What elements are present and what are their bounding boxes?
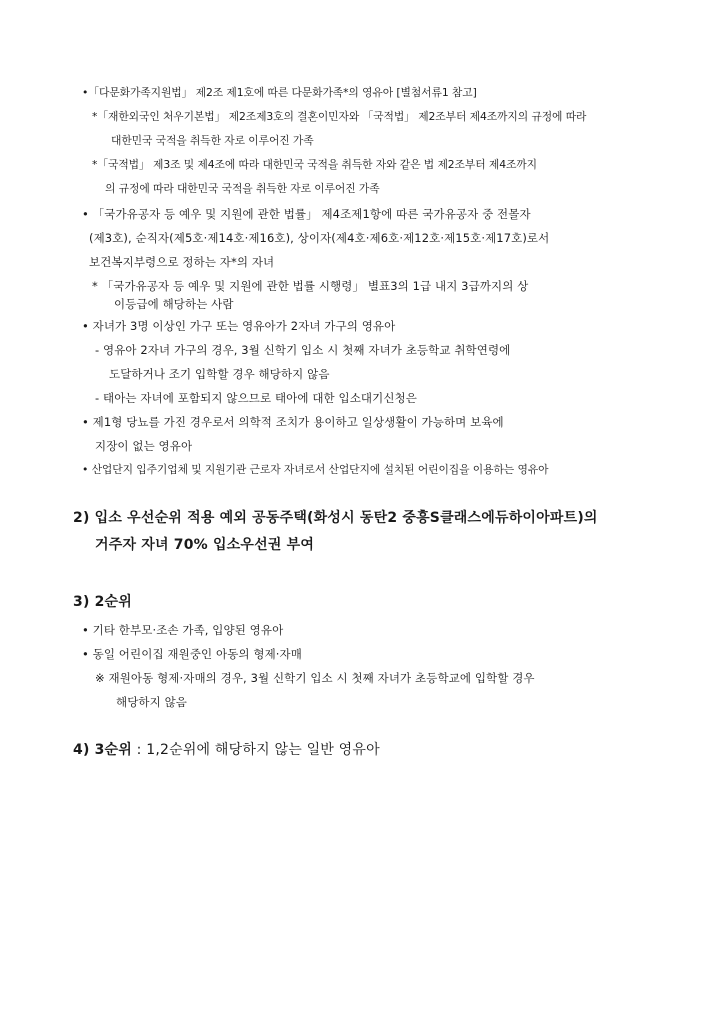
note-sibling-cont: 해당하지 않음 — [116, 695, 188, 709]
list-item-single-parent: • 기타 한부모·조손 가족, 입양된 영유아 — [82, 623, 284, 637]
list-item-multicultural: •「다문화가족지원법」 제2조 제1호에 따른 다문화가족*의 영유아 [별첨서류1 참고] — [82, 86, 477, 99]
section-4-heading — [73, 740, 380, 760]
section-2-heading: 2) 입소 우선순위 적용 예외 공동주택(화성시 동탄2 중흥S클래스에듀하이아파트)의 — [73, 510, 598, 526]
section-3-heading: 3) 2순위 — [73, 594, 133, 610]
note-nationality-cont: 의 규정에 따라 대한민국 국적을 취득한 자로 이루어진 가족 — [105, 182, 380, 195]
list-item-national-merit-cont2: 보건복지부령으로 정하는 자*의 자녀 — [89, 255, 275, 269]
list-item-multi-child: • 자녀가 3명 이상인 가구 또는 영유아가 2자녀 가구의 영유아 — [82, 319, 396, 333]
note-married-immigrant-cont: 대한민국 국적을 취득한 자로 이루어진 가족 — [111, 134, 314, 147]
sub-item-two-child-cont: 도달하거나 조기 입학할 경우 해당하지 않음 — [109, 367, 330, 381]
sub-item-fetus: - 태아는 자녀에 포함되지 않으므로 태아에 대한 입소대기신청은 — [95, 391, 417, 405]
section-2-heading-cont: 거주자 자녀 70% 입소우선권 부여 — [95, 537, 315, 553]
list-item-national-merit-cont1: (제3호), 순직자(제5호·제14호·제16호), 상이자(제4호·제6호·제12호·제15호·제17호)로서 — [89, 231, 550, 245]
list-item-industrial-complex: • 산업단지 입주기업체 및 지원기관 근로자 자녀로서 산업단지에 설치된 어린이집을 이용하는 영유아 — [82, 463, 549, 476]
section-4-text: : 1,2순위에 해당하지 않는 일반 영유아 — [132, 742, 380, 758]
note-nationality: *「국적법」 제3조 및 제4조에 따라 대한민국 국적을 취득한 자와 같은 법 제2조부터 제4조까지 — [92, 158, 537, 171]
note-sibling: ※ 재원아동 형제·자매의 경우, 3월 신학기 입소 시 첫째 자녀가 초등학교에 입학할 경우 — [95, 671, 535, 685]
list-item-type1-diabetes: • 제1형 당뇨를 가진 경우로서 의학적 조치가 용이하고 일상생활이 가능하며 보육에 — [82, 415, 504, 429]
note-disability-grade: * 「국가유공자 등 예우 및 지원에 관한 법률 시행령」 별표3의 1급 내지 3급까지의 상 — [92, 279, 529, 293]
sub-item-two-child: - 영유아 2자녀 가구의 경우, 3월 신학기 입소 시 첫째 자녀가 초등학교 취학연령에 — [95, 343, 511, 357]
list-item-national-merit: • 「국가유공자 등 예우 및 지원에 관한 법률」 제4조제1항에 따른 국가유공자 중 전몰자 — [82, 207, 531, 221]
section-4-label: 4) 3순위 — [73, 742, 133, 758]
note-disability-grade-cont: 이등급에 해당하는 사람 — [114, 297, 234, 311]
note-married-immigrant: *「재한외국인 처우기본법」 제2조제3호의 결혼이민자와 「국적법」 제2조부터 제4조까지의 규정에 따라 — [92, 110, 587, 123]
list-item-sibling: • 동일 어린이집 재원중인 아동의 형제·자매 — [82, 647, 302, 661]
list-item-type1-diabetes-cont: 지장이 없는 영유아 — [95, 439, 193, 453]
